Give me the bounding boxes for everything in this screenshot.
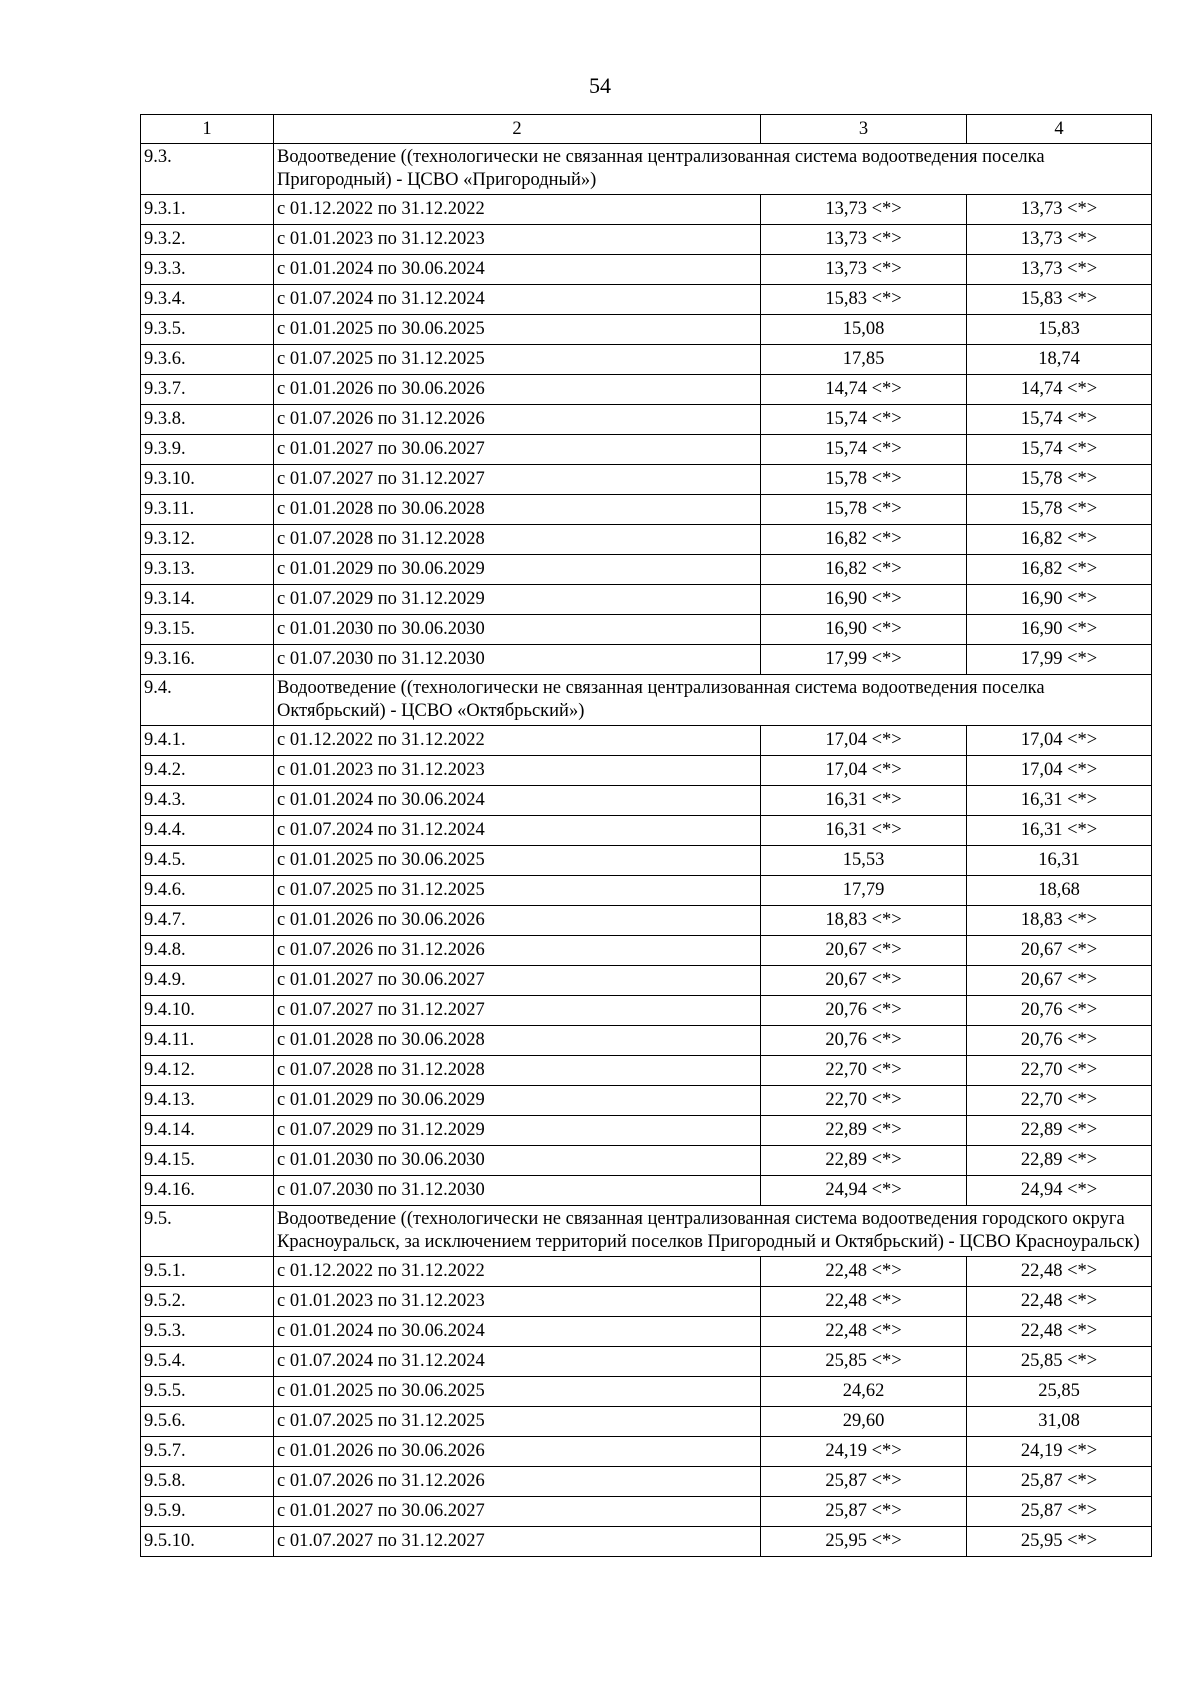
row-code: 9.3.15.: [141, 615, 274, 645]
row-code: 9.3.8.: [141, 405, 274, 435]
section-title: Водоотведение ((технологически не связанная централизованная система водоотведения поселка Пригородный) - ЦСВО «Пригородный»): [274, 144, 1152, 195]
row-code: 9.4.12.: [141, 1056, 274, 1086]
table-row: [141, 345, 1152, 375]
table-row: [141, 435, 1152, 465]
row-value-col4: 25,87 <*>: [967, 1497, 1152, 1527]
row-period: с 01.01.2025 по 30.06.2025: [274, 846, 761, 876]
row-value-col4: 25,87 <*>: [967, 1467, 1152, 1497]
row-code: 9.5.8.: [141, 1467, 274, 1497]
section-code: 9.4.: [141, 675, 274, 726]
row-code: 9.3.4.: [141, 285, 274, 315]
row-period: с 01.01.2026 по 30.06.2026: [274, 906, 761, 936]
row-value-col4: 22,70 <*>: [967, 1086, 1152, 1116]
row-period: с 01.01.2027 по 30.06.2027: [274, 966, 761, 996]
row-value-col3: 16,82 <*>: [761, 525, 967, 555]
table-row: [141, 846, 1152, 876]
row-code: 9.3.2.: [141, 225, 274, 255]
row-value-col3: 25,85 <*>: [761, 1347, 967, 1377]
row-value-col4: 17,04 <*>: [967, 756, 1152, 786]
row-value-col3: 17,04 <*>: [761, 756, 967, 786]
row-value-col3: 13,73 <*>: [761, 255, 967, 285]
row-period: с 01.07.2026 по 31.12.2026: [274, 1467, 761, 1497]
row-code: 9.3.9.: [141, 435, 274, 465]
row-code: 9.4.4.: [141, 816, 274, 846]
row-value-col3: 20,67 <*>: [761, 966, 967, 996]
row-value-col4: 18,83 <*>: [967, 906, 1152, 936]
column-number-row: [141, 115, 1152, 144]
row-value-col4: 13,73 <*>: [967, 225, 1152, 255]
section-code: 9.5.: [141, 1206, 274, 1257]
row-code: 9.5.6.: [141, 1407, 274, 1437]
row-code: 9.3.16.: [141, 645, 274, 675]
row-period: с 01.01.2028 по 30.06.2028: [274, 1026, 761, 1056]
row-value-col4: 17,04 <*>: [967, 726, 1152, 756]
table-row: [141, 555, 1152, 585]
row-code: 9.5.5.: [141, 1377, 274, 1407]
row-value-col3: 24,62: [761, 1377, 967, 1407]
row-value-col3: 16,31 <*>: [761, 786, 967, 816]
row-value-col3: 22,48 <*>: [761, 1257, 967, 1287]
row-code: 9.5.9.: [141, 1497, 274, 1527]
section-title: Водоотведение ((технологически не связанная централизованная система водоотведения поселка Октябрьский) - ЦСВО «Октябрьский»): [274, 675, 1152, 726]
row-code: 9.3.3.: [141, 255, 274, 285]
row-value-col4: 18,68: [967, 876, 1152, 906]
row-code: 9.4.7.: [141, 906, 274, 936]
row-code: 9.3.10.: [141, 465, 274, 495]
row-code: 9.4.2.: [141, 756, 274, 786]
row-value-col4: 16,31 <*>: [967, 786, 1152, 816]
row-value-col3: 17,99 <*>: [761, 645, 967, 675]
row-value-col4: 22,89 <*>: [967, 1116, 1152, 1146]
row-code: 9.3.12.: [141, 525, 274, 555]
row-value-col3: 16,31 <*>: [761, 816, 967, 846]
row-value-col3: 17,85: [761, 345, 967, 375]
row-period: с 01.07.2028 по 31.12.2028: [274, 525, 761, 555]
table-row: [141, 645, 1152, 675]
row-period: с 01.07.2024 по 31.12.2024: [274, 816, 761, 846]
row-value-col4: 22,70 <*>: [967, 1056, 1152, 1086]
column-number-cell: 1: [141, 115, 274, 144]
row-value-col4: 15,78 <*>: [967, 495, 1152, 525]
row-code: 9.3.11.: [141, 495, 274, 525]
section-row: [141, 1206, 1152, 1257]
table-row: [141, 225, 1152, 255]
row-period: с 01.07.2024 по 31.12.2024: [274, 1347, 761, 1377]
row-value-col4: 16,82 <*>: [967, 525, 1152, 555]
row-code: 9.5.4.: [141, 1347, 274, 1377]
row-code: 9.4.8.: [141, 936, 274, 966]
row-code: 9.4.14.: [141, 1116, 274, 1146]
row-period: с 01.07.2030 по 31.12.2030: [274, 1176, 761, 1206]
table-row: [141, 1287, 1152, 1317]
row-value-col4: 16,31 <*>: [967, 816, 1152, 846]
row-value-col4: 22,48 <*>: [967, 1287, 1152, 1317]
row-period: с 01.01.2029 по 30.06.2029: [274, 555, 761, 585]
row-value-col3: 22,48 <*>: [761, 1317, 967, 1347]
row-period: с 01.07.2024 по 31.12.2024: [274, 285, 761, 315]
table-row: [141, 525, 1152, 555]
row-code: 9.5.3.: [141, 1317, 274, 1347]
row-code: 9.5.7.: [141, 1437, 274, 1467]
row-value-col4: 20,67 <*>: [967, 966, 1152, 996]
row-period: с 01.07.2026 по 31.12.2026: [274, 405, 761, 435]
row-period: с 01.01.2026 по 30.06.2026: [274, 375, 761, 405]
row-code: 9.4.3.: [141, 786, 274, 816]
row-value-col3: 25,87 <*>: [761, 1497, 967, 1527]
row-value-col3: 16,90 <*>: [761, 615, 967, 645]
table-row: [141, 405, 1152, 435]
row-code: 9.3.7.: [141, 375, 274, 405]
table-row: [141, 195, 1152, 225]
table-row: [141, 1377, 1152, 1407]
row-value-col4: 22,48 <*>: [967, 1317, 1152, 1347]
row-value-col4: 20,76 <*>: [967, 996, 1152, 1026]
table-row: [141, 996, 1152, 1026]
row-value-col4: 20,76 <*>: [967, 1026, 1152, 1056]
row-value-col3: 25,87 <*>: [761, 1467, 967, 1497]
row-value-col3: 22,89 <*>: [761, 1116, 967, 1146]
row-code: 9.3.5.: [141, 315, 274, 345]
row-code: 9.3.6.: [141, 345, 274, 375]
table-row: [141, 1437, 1152, 1467]
row-value-col3: 20,76 <*>: [761, 996, 967, 1026]
table-row: [141, 1026, 1152, 1056]
row-period: с 01.01.2028 по 30.06.2028: [274, 495, 761, 525]
row-code: 9.4.15.: [141, 1146, 274, 1176]
row-value-col3: 14,74 <*>: [761, 375, 967, 405]
row-period: с 01.01.2029 по 30.06.2029: [274, 1086, 761, 1116]
row-period: с 01.07.2027 по 31.12.2027: [274, 465, 761, 495]
table-row: [141, 375, 1152, 405]
row-value-col4: 22,48 <*>: [967, 1257, 1152, 1287]
row-period: с 01.01.2030 по 30.06.2030: [274, 1146, 761, 1176]
row-value-col4: 20,67 <*>: [967, 936, 1152, 966]
table-row: [141, 906, 1152, 936]
row-period: с 01.07.2028 по 31.12.2028: [274, 1056, 761, 1086]
row-period: с 01.07.2030 по 31.12.2030: [274, 645, 761, 675]
row-value-col4: 14,74 <*>: [967, 375, 1152, 405]
row-value-col4: 17,99 <*>: [967, 645, 1152, 675]
row-value-col3: 15,83 <*>: [761, 285, 967, 315]
section-code: 9.3.: [141, 144, 274, 195]
row-value-col3: 25,95 <*>: [761, 1527, 967, 1557]
page-number: 54: [589, 73, 611, 98]
row-period: с 01.01.2025 по 30.06.2025: [274, 1377, 761, 1407]
row-value-col3: 17,79: [761, 876, 967, 906]
table-row: [141, 1086, 1152, 1116]
row-period: с 01.01.2023 по 31.12.2023: [274, 756, 761, 786]
row-value-col4: 13,73 <*>: [967, 255, 1152, 285]
row-value-col3: 15,08: [761, 315, 967, 345]
column-number-cell: 3: [761, 115, 967, 144]
row-code: 9.4.5.: [141, 846, 274, 876]
row-value-col4: 16,90 <*>: [967, 585, 1152, 615]
row-value-col4: 31,08: [967, 1407, 1152, 1437]
row-value-col3: 15,74 <*>: [761, 435, 967, 465]
row-value-col3: 15,53: [761, 846, 967, 876]
row-value-col4: 25,95 <*>: [967, 1527, 1152, 1557]
row-value-col3: 29,60: [761, 1407, 967, 1437]
row-value-col4: 15,78 <*>: [967, 465, 1152, 495]
table-row: [141, 315, 1152, 345]
row-value-col4: 24,19 <*>: [967, 1437, 1152, 1467]
row-value-col4: 15,83 <*>: [967, 285, 1152, 315]
row-value-col4: 22,89 <*>: [967, 1146, 1152, 1176]
column-number-cell: 4: [967, 115, 1152, 144]
row-code: 9.5.2.: [141, 1287, 274, 1317]
table-row: [141, 1056, 1152, 1086]
table-row: [141, 465, 1152, 495]
row-value-col4: 16,90 <*>: [967, 615, 1152, 645]
table-row: [141, 1527, 1152, 1557]
row-value-col4: 15,83: [967, 315, 1152, 345]
row-code: 9.4.13.: [141, 1086, 274, 1116]
section-title: Водоотведение ((технологически не связанная централизованная система водоотведения городского округа Красноуральск, за исключением территорий поселков Пригородный и Октябрьский) - ЦСВО Красноуральск): [274, 1206, 1152, 1257]
row-period: с 01.07.2025 по 31.12.2025: [274, 345, 761, 375]
table-row: [141, 966, 1152, 996]
row-period: с 01.07.2027 по 31.12.2027: [274, 1527, 761, 1557]
table-row: [141, 1257, 1152, 1287]
table-row: [141, 615, 1152, 645]
row-period: с 01.12.2022 по 31.12.2022: [274, 1257, 761, 1287]
row-period: с 01.01.2030 по 30.06.2030: [274, 615, 761, 645]
row-value-col4: 16,82 <*>: [967, 555, 1152, 585]
row-value-col4: 25,85 <*>: [967, 1347, 1152, 1377]
section-row: [141, 675, 1152, 726]
row-code: 9.4.16.: [141, 1176, 274, 1206]
row-code: 9.5.1.: [141, 1257, 274, 1287]
row-period: с 01.01.2027 по 30.06.2027: [274, 435, 761, 465]
row-period: с 01.12.2022 по 31.12.2022: [274, 726, 761, 756]
row-value-col3: 18,83 <*>: [761, 906, 967, 936]
row-value-col3: 15,78 <*>: [761, 495, 967, 525]
row-value-col3: 13,73 <*>: [761, 195, 967, 225]
row-value-col3: 20,67 <*>: [761, 936, 967, 966]
row-period: с 01.07.2026 по 31.12.2026: [274, 936, 761, 966]
row-period: с 01.01.2023 по 31.12.2023: [274, 225, 761, 255]
row-period: с 01.01.2024 по 30.06.2024: [274, 786, 761, 816]
row-value-col3: 16,82 <*>: [761, 555, 967, 585]
row-period: с 01.01.2026 по 30.06.2026: [274, 1437, 761, 1467]
table-row: [141, 726, 1152, 756]
row-value-col3: 22,70 <*>: [761, 1086, 967, 1116]
row-value-col4: 18,74: [967, 345, 1152, 375]
row-code: 9.3.1.: [141, 195, 274, 225]
row-code: 9.4.11.: [141, 1026, 274, 1056]
row-code: 9.4.1.: [141, 726, 274, 756]
row-value-col3: 17,04 <*>: [761, 726, 967, 756]
row-value-col3: 15,74 <*>: [761, 405, 967, 435]
table-row: [141, 876, 1152, 906]
row-period: с 01.07.2025 по 31.12.2025: [274, 876, 761, 906]
row-code: 9.5.10.: [141, 1527, 274, 1557]
row-period: с 01.07.2027 по 31.12.2027: [274, 996, 761, 1026]
row-value-col3: 22,48 <*>: [761, 1287, 967, 1317]
table-row: [141, 936, 1152, 966]
table-row: [141, 1116, 1152, 1146]
row-period: с 01.07.2029 по 31.12.2029: [274, 585, 761, 615]
row-value-col3: 20,76 <*>: [761, 1026, 967, 1056]
table-row: [141, 285, 1152, 315]
row-value-col4: 15,74 <*>: [967, 435, 1152, 465]
row-period: с 01.07.2029 по 31.12.2029: [274, 1116, 761, 1146]
row-period: с 01.01.2025 по 30.06.2025: [274, 315, 761, 345]
row-value-col4: 13,73 <*>: [967, 195, 1152, 225]
row-code: 9.3.14.: [141, 585, 274, 615]
table-row: [141, 585, 1152, 615]
table-row: [141, 1407, 1152, 1437]
row-value-col3: 24,19 <*>: [761, 1437, 967, 1467]
row-value-col3: 15,78 <*>: [761, 465, 967, 495]
table-row: [141, 1146, 1152, 1176]
row-code: 9.4.6.: [141, 876, 274, 906]
row-period: с 01.07.2025 по 31.12.2025: [274, 1407, 761, 1437]
column-number-cell: 2: [274, 115, 761, 144]
row-period: с 01.01.2023 по 31.12.2023: [274, 1287, 761, 1317]
row-value-col3: 13,73 <*>: [761, 225, 967, 255]
table-row: [141, 1347, 1152, 1377]
tariff-table: [140, 114, 1152, 1557]
row-value-col3: 24,94 <*>: [761, 1176, 967, 1206]
row-value-col4: 15,74 <*>: [967, 405, 1152, 435]
section-row: [141, 144, 1152, 195]
table-row: [141, 756, 1152, 786]
row-code: 9.4.10.: [141, 996, 274, 1026]
table-row: [141, 786, 1152, 816]
table-row: [141, 495, 1152, 525]
row-value-col4: 24,94 <*>: [967, 1176, 1152, 1206]
table-row: [141, 255, 1152, 285]
row-value-col3: 16,90 <*>: [761, 585, 967, 615]
table-row: [141, 1317, 1152, 1347]
table-row: [141, 1467, 1152, 1497]
row-period: с 01.01.2024 по 30.06.2024: [274, 1317, 761, 1347]
table-row: [141, 816, 1152, 846]
row-period: с 01.12.2022 по 31.12.2022: [274, 195, 761, 225]
row-code: 9.3.13.: [141, 555, 274, 585]
row-value-col4: 25,85: [967, 1377, 1152, 1407]
table-row: [141, 1176, 1152, 1206]
table-row: [141, 1497, 1152, 1527]
row-value-col3: 22,89 <*>: [761, 1146, 967, 1176]
row-value-col3: 22,70 <*>: [761, 1056, 967, 1086]
row-period: с 01.01.2024 по 30.06.2024: [274, 255, 761, 285]
row-value-col4: 16,31: [967, 846, 1152, 876]
row-period: с 01.01.2027 по 30.06.2027: [274, 1497, 761, 1527]
row-code: 9.4.9.: [141, 966, 274, 996]
